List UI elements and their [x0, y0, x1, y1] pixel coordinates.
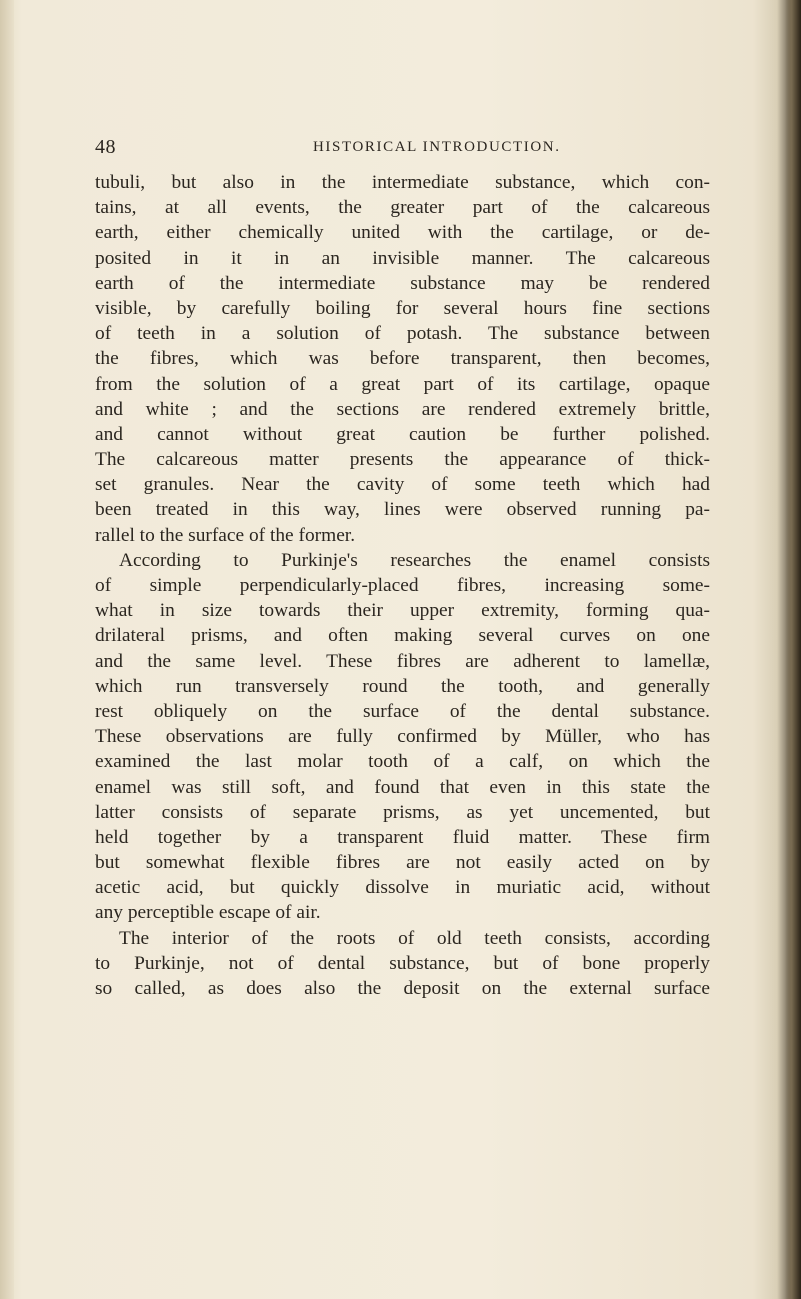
text-line: drilateral prisms, and often making several curves on one — [95, 625, 710, 647]
page-header — [95, 136, 715, 162]
text-line: and the same level. These fibres are adherent to lamellæ, — [95, 650, 710, 672]
page-gutter-shadow — [0, 0, 14, 1299]
text-line: of teeth in a solution of potash. The substance between — [95, 323, 710, 345]
text-line: visible, by carefully boiling for several hours fine sections — [95, 297, 710, 319]
text-line: examined the last molar tooth of a calf, on which the — [95, 751, 710, 773]
text-line: rest obliquely on the surface of the dental substance. — [95, 700, 710, 722]
text-line: According to Purkinje's researches the enamel consists — [119, 549, 710, 571]
text-line: to Purkinje, not of dental substance, but of bone properly — [95, 952, 710, 974]
text-line: set granules. Near the cavity of some teeth which had — [95, 474, 710, 496]
text-line: but somewhat flexible fibres are not easily acted on by — [95, 852, 710, 874]
text-line: acetic acid, but quickly dissolve in muriatic acid, without — [95, 877, 710, 899]
text-line: and cannot without great caution be further polished. — [95, 423, 710, 445]
page-edge-shadow — [785, 0, 801, 1299]
text-line: of simple perpendicularly-placed fibres, increasing some- — [95, 575, 710, 596]
text-line: The interior of the roots of old teeth consists, according — [119, 927, 710, 949]
text-line: what in size towards their upper extremity, forming qua- — [95, 600, 710, 622]
text-line: any perceptible escape of air. — [95, 902, 321, 924]
text-line: earth, either chemically united with the cartilage, or de- — [95, 222, 710, 244]
text-line: been treated in this way, lines were observed running pa- — [95, 499, 710, 521]
text-line: which run transversely round the tooth, and generally — [95, 675, 710, 697]
text-line: earth of the intermediate substance may be rendered — [95, 272, 710, 294]
text-line: rallel to the surface of the former. — [95, 524, 356, 546]
text-line: and white ; and the sections are rendered extremely brittle, — [95, 398, 710, 420]
page-number: 48 — [95, 136, 116, 158]
text-line: the fibres, which was before transparent, then becomes, — [95, 348, 710, 370]
text-line: from the solution of a great part of its cartilage, opaque — [95, 373, 710, 395]
text-line: These observations are fully confirmed by Müller, who has — [95, 726, 710, 748]
text-line: tubuli, but also in the intermediate substance, which con- — [95, 172, 710, 193]
text-line: tains, at all events, the greater part of the calcareous — [95, 197, 710, 219]
text-line: The calcareous matter presents the appearance of thick- — [95, 449, 710, 471]
text-line: held together by a transparent fluid matter. These firm — [95, 826, 710, 848]
running-title: HISTORICAL INTRODUCTION. — [313, 139, 561, 155]
text-line: posited in it in an invisible manner. The calcareous — [95, 247, 710, 269]
text-line: so called, as does also the deposit on the external surface — [95, 978, 710, 999]
text-line: latter consists of separate prisms, as yet uncemented, but — [95, 801, 710, 823]
body-text — [95, 170, 710, 1001]
text-line: enamel was still soft, and found that even in this state the — [95, 776, 710, 798]
